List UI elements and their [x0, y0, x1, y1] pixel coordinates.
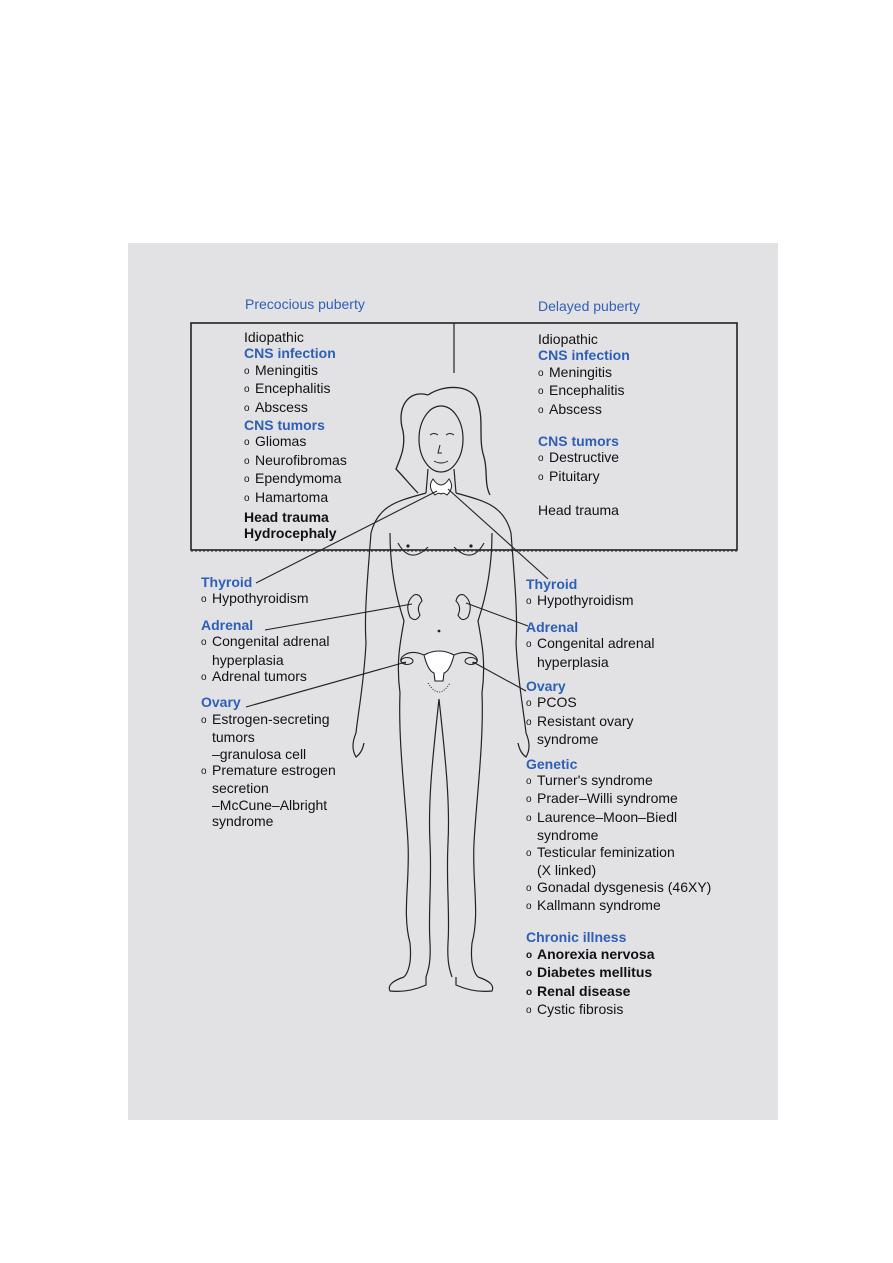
list-item-cont: –McCune–Albright: [212, 796, 328, 813]
head-trauma-right: Head trauma: [538, 502, 619, 519]
list-item: o Gliomas: [244, 433, 307, 450]
cns-tumors-title-left: CNS tumors: [244, 417, 325, 434]
list-item-cont: (X linked): [537, 862, 597, 879]
heading-delayed: Delayed puberty: [538, 298, 640, 314]
list-item-cont: hyperplasia: [537, 653, 609, 670]
list-item: o Encephalitis: [538, 382, 625, 399]
list-item: o Prader–Willi syndrome: [526, 790, 678, 807]
diagram-panel: [128, 243, 778, 1120]
hydrocephaly-left: Hydrocephaly: [244, 525, 337, 542]
uterus: [424, 651, 454, 681]
idiopathic-left: Idiopathic: [244, 329, 304, 345]
kidney-right: [456, 595, 470, 620]
kidney-left: [408, 595, 422, 620]
list-item: o Adrenal tumors: [201, 668, 307, 685]
idiopathic-right: Idiopathic: [538, 331, 598, 347]
list-item: o Estrogen-secreting: [201, 710, 330, 727]
list-item: o Anorexia nervosa: [526, 945, 655, 962]
list-item: o Resistant ovary: [526, 712, 634, 729]
list-item: o Pituitary: [538, 467, 600, 484]
legs-outline: [400, 693, 483, 977]
list-item: o PCOS: [526, 694, 577, 711]
list-item: o Encephalitis: [244, 380, 331, 397]
list-item: o Premature estrogen: [201, 762, 336, 779]
list-item: o Congenital adrenal: [201, 633, 330, 650]
list-item: o Abscess: [244, 398, 308, 415]
list-item: o Ependymoma: [244, 470, 342, 487]
list-item: o Congenital adrenal: [526, 635, 655, 652]
list-item: o Laurence–Moon–Biedl: [526, 808, 678, 825]
list-item: o Testicular feminization: [526, 843, 675, 860]
list-item: o Turner's syndrome: [526, 772, 653, 789]
cns-tumors-title-right: CNS tumors: [538, 433, 619, 450]
box-right-list: [538, 331, 630, 519]
list-item: o Hypothyroidism: [526, 592, 634, 609]
left-causes-list: [201, 574, 336, 830]
hair-outline: [396, 387, 490, 495]
list-item: o Abscess: [538, 400, 602, 417]
list-item-cont: syndrome: [537, 827, 599, 844]
list-item: o Diabetes mellitus: [526, 964, 653, 981]
list-item-cont: secretion: [212, 780, 269, 797]
torso-outline: [356, 493, 526, 733]
adrenal-title-left: Adrenal: [201, 616, 254, 633]
chronic-illness-title: Chronic illness: [526, 929, 627, 946]
cns-infection-title-left: CNS infection: [244, 345, 336, 362]
list-item: o Destructive: [538, 449, 620, 466]
list-item-cont: tumors: [212, 729, 255, 746]
adrenal-title-right: Adrenal: [526, 618, 579, 635]
list-item: o Neurofibromas: [244, 451, 347, 468]
list-item-cont: –granulosa cell: [212, 745, 307, 762]
list-item-cont: hyperplasia: [212, 651, 284, 668]
thyroid-title-right: Thyroid: [526, 576, 578, 592]
list-item: o Meningitis: [538, 363, 613, 380]
cns-infection-title-right: CNS infection: [538, 347, 630, 364]
list-item-cont: syndrome: [212, 813, 274, 830]
head-trauma-left: Head trauma: [244, 509, 329, 526]
ovary-title-right: Ovary: [526, 678, 566, 695]
box-left-list: [244, 329, 347, 542]
list-item: o Cystic fibrosis: [526, 1000, 624, 1017]
head: [419, 406, 463, 472]
list-item: o Meningitis: [244, 361, 319, 378]
thyroid-title-left: Thyroid: [201, 574, 253, 590]
list-item-cont: syndrome: [537, 731, 599, 748]
list-item: o Kallmann syndrome: [526, 896, 661, 913]
list-item: o Hamartoma: [244, 488, 329, 505]
list-item: o Hypothyroidism: [201, 590, 309, 607]
list-item: o Renal disease: [526, 982, 631, 999]
genetic-title: Genetic: [526, 755, 578, 772]
ovary-title-left: Ovary: [201, 694, 241, 711]
list-item: o Gonadal dysgenesis (46XY): [526, 878, 712, 895]
right-causes-list: [526, 576, 711, 1019]
heading-precocious: Precocious puberty: [245, 296, 365, 312]
